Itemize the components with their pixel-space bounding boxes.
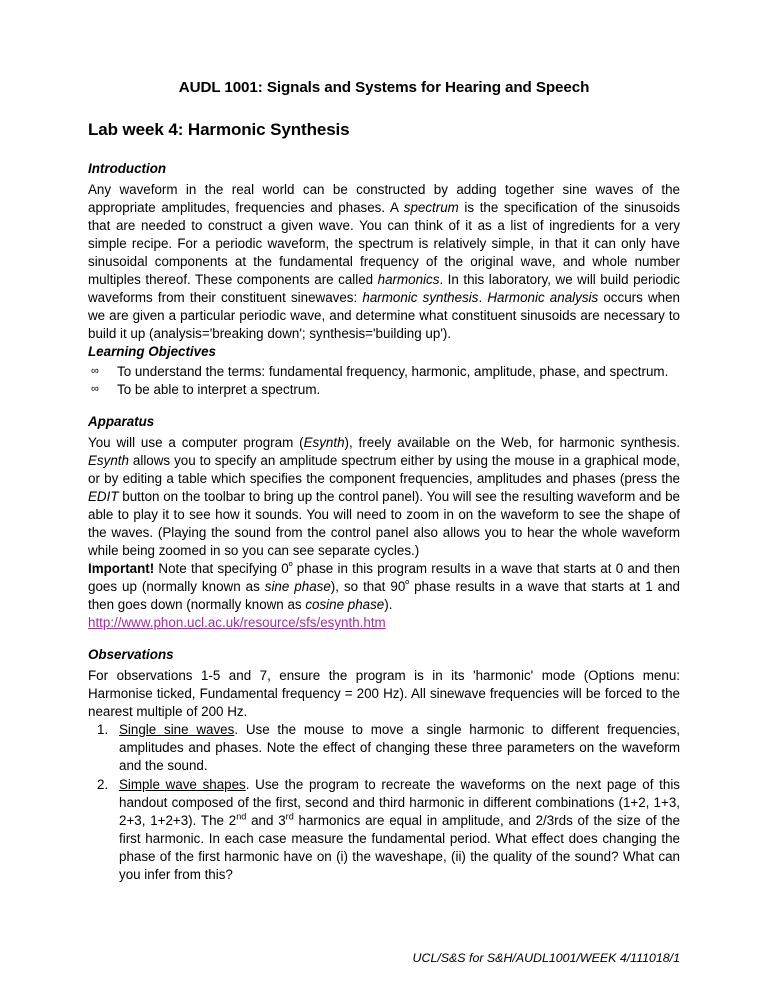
list-item xyxy=(88,721,680,775)
list-item-label: . Use the mouse to move a single harmonic to different frequencies, amplitudes and phases. Note the effect of changing these three parameters on the waveform and the sound. xyxy=(119,721,680,773)
ordinal-superscript-rd: rd xyxy=(285,811,294,822)
section-heading-observations: Observations xyxy=(88,647,174,663)
degree-symbol-icon: º xyxy=(405,579,410,591)
observations-list xyxy=(88,721,680,884)
important-label: Important! xyxy=(88,561,155,577)
list-item-text-2: and 3 xyxy=(246,812,286,828)
section-heading-learning-objectives: Learning Objectives xyxy=(88,343,216,359)
intro-text-4: . xyxy=(478,289,488,305)
list-item-lead: Single sine waves xyxy=(119,721,235,737)
section-heading-introduction: Introduction xyxy=(88,161,167,177)
important-text-3: ), so that 90 xyxy=(330,579,406,595)
important-emphasis-sine-phase: sine phase xyxy=(264,579,331,595)
list-item-lead: Simple wave shapes xyxy=(119,776,246,792)
important-text-2: phase in this program results in a wave that starts at 0 and then goes up (normally known as xyxy=(88,561,680,595)
infinity-bullet-icon: ∞ xyxy=(91,383,99,396)
important-text-4: phase results in a wave that starts at 1 and then goes down (normally known as xyxy=(88,579,680,613)
degree-symbol-icon: º xyxy=(288,561,293,573)
introduction-paragraph xyxy=(88,181,680,343)
apparatus-important-paragraph xyxy=(88,560,680,614)
infinity-bullet-icon: ∞ xyxy=(91,365,99,378)
apparatus-text-4: button on the toolbar to bring up the control panel). You will see the resulting waveform and be able to play it to see how it sounds. You will need to zoom in on the waveform to see the shape of the waves. (Playing the sound from the control panel also allows you to hear the whole waveform while being zoomed in so you can see separate cycles.) xyxy=(88,488,680,559)
apparatus-paragraph xyxy=(88,434,680,560)
intro-emphasis-harmonics: harmonics xyxy=(377,271,440,287)
list-item-text-1: . Use the program to recreate the waveforms on the next page of this handout composed of the first, second and third harmonic in different combinations (1+2, 1+3, 2+3, 1+2+3). The 2 xyxy=(119,776,681,828)
learning-objectives-list xyxy=(88,363,680,399)
lab-title: Lab week 4: Harmonic Synthesis xyxy=(88,120,350,139)
important-text-5: ). xyxy=(384,597,393,613)
ordinal-superscript-nd: nd xyxy=(236,811,247,822)
apparatus-text-2: ), freely available on the Web, for harmonic synthesis. xyxy=(344,434,680,450)
list-item xyxy=(88,363,680,381)
list-item-number: 2. xyxy=(97,776,109,792)
list-item-text-3: harmonics are equal in amplitude, and 2/3rds of the size of the first harmonic. In each case measure the fundamental period. What effect does changing the phase of the first harmonic have on (i) the waveshape, (ii) the quality of the sound? What can you infer from this? xyxy=(119,812,680,882)
list-item xyxy=(88,776,680,884)
apparatus-emphasis-edit: EDIT xyxy=(88,488,119,504)
list-item xyxy=(88,381,680,399)
list-item-label: To understand the terms: fundamental frequency, harmonic, amplitude, phase, and spectrum. xyxy=(117,364,669,380)
apparatus-emphasis-esynth-first: Esynth xyxy=(303,434,345,450)
esynth-resource-link[interactable]: http://www.phon.ucl.ac.uk/resource/sfs/esynth.htm xyxy=(88,615,386,631)
observations-intro-paragraph: For observations 1-5 and 7, ensure the program is in its 'harmonic' mode (Options menu: Harmonise ticked, Fundamental frequency = 200 Hz). All sinewave frequencies will be forced to the nearest multiple of 200 Hz. xyxy=(88,667,680,719)
important-emphasis-cosine-phase: cosine phase xyxy=(305,597,385,613)
page-footer: UCL/S&S for S&H/AUDL1001/WEEK 4/111018/1 xyxy=(412,950,680,965)
apparatus-text-1: You will use a computer program ( xyxy=(88,434,304,450)
resource-link-block xyxy=(88,614,680,632)
intro-text-5: occurs when we are given a particular periodic wave, and determine what constituent sinusoids are necessary to build it up (analysis='breaking down'; synthesis='building up'). xyxy=(88,289,680,341)
apparatus-emphasis-esynth-second: Esynth xyxy=(88,452,129,468)
intro-text-1: Any waveform in the real world can be constructed by adding together sine waves of the appropriate amplitudes, frequencies and phases. A xyxy=(88,181,680,215)
intro-emphasis-harmonic-analysis: Harmonic analysis xyxy=(487,289,599,305)
list-item-number: 1. xyxy=(97,721,109,737)
intro-text-2: is the specification of the sinusoids that are needed to construct a given wave. You can think of it as a list of ingredients for a very simple recipe. For a periodic waveform, the spectrum is relatively simple, in that it can only have sinusoidal components at the fundamental frequency of the original wave, and whole number multiples thereof. These components are called xyxy=(88,199,681,287)
important-text-1: Note that specifying 0 xyxy=(154,561,289,577)
list-item-label: To be able to interpret a spectrum. xyxy=(117,382,321,398)
course-title: AUDL 1001: Signals and Systems for Hearing and Speech xyxy=(178,79,590,96)
apparatus-text-3: allows you to specify an amplitude spectrum either by using the mouse in a graphical mode, or by editing a table which specifies the component frequencies, amplitudes and phases (press the xyxy=(88,452,680,486)
section-heading-apparatus: Apparatus xyxy=(88,414,155,430)
intro-text-3: . In this laboratory, we will build periodic waveforms from their constituent sinewaves: xyxy=(88,271,680,305)
intro-emphasis-spectrum: spectrum xyxy=(403,199,459,215)
intro-emphasis-harmonic-synthesis: harmonic synthesis xyxy=(362,289,479,305)
